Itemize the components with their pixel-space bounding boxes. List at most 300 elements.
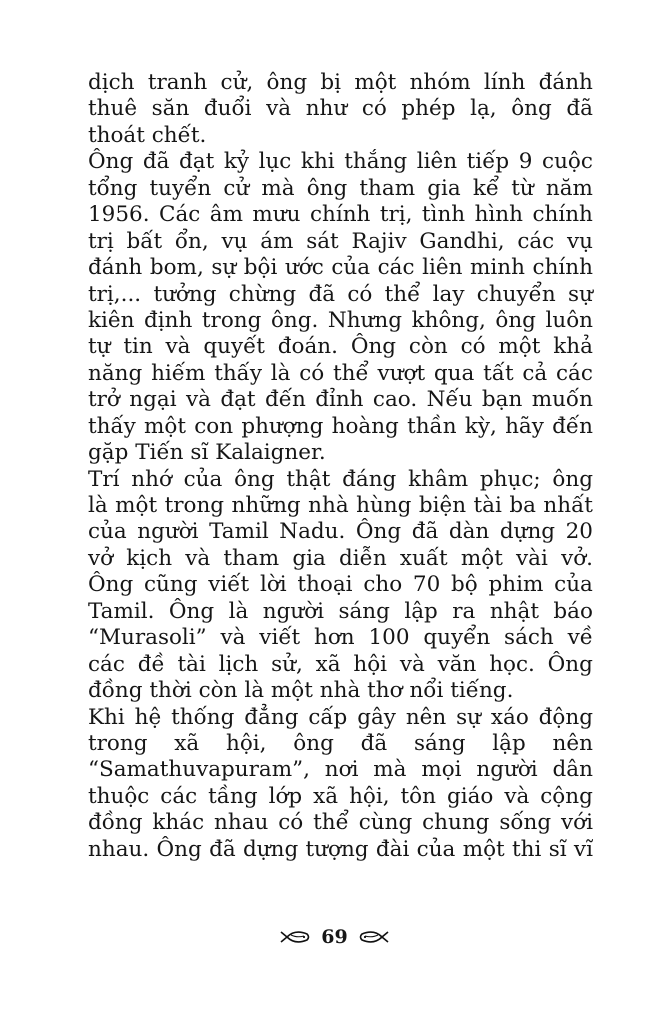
word: ông bbox=[306, 175, 348, 201]
word: dựng bbox=[242, 836, 299, 862]
word: sử, bbox=[271, 651, 303, 677]
word: ngại bbox=[129, 387, 177, 413]
word: với bbox=[561, 810, 593, 836]
word: có bbox=[278, 810, 304, 836]
text-line bbox=[88, 123, 593, 149]
word: bạn bbox=[481, 387, 523, 413]
word: phép bbox=[401, 96, 456, 122]
word: phim bbox=[488, 572, 544, 598]
word: lập bbox=[492, 730, 526, 756]
word: đến bbox=[552, 413, 593, 439]
word: nhất bbox=[543, 493, 593, 518]
word: mưu bbox=[252, 202, 301, 228]
word: cao. bbox=[372, 387, 418, 413]
word: chuyển bbox=[476, 281, 556, 307]
word: sự bbox=[456, 704, 481, 730]
word: Kalaigner. bbox=[215, 440, 326, 466]
word: quyết bbox=[203, 334, 265, 360]
word: văn bbox=[437, 651, 477, 677]
text-line bbox=[88, 678, 593, 704]
word: khi bbox=[300, 149, 335, 175]
word: tưởng bbox=[153, 281, 217, 307]
word: đánh bbox=[88, 255, 143, 281]
word: tất bbox=[483, 360, 514, 386]
text-line bbox=[88, 96, 593, 122]
word: nhau. bbox=[88, 836, 150, 862]
word: và bbox=[185, 545, 211, 571]
word: nhau bbox=[214, 810, 269, 836]
word: qua bbox=[433, 360, 475, 386]
word: một bbox=[144, 413, 187, 439]
word: thật bbox=[286, 466, 331, 492]
word: nên bbox=[405, 704, 447, 730]
word: gia bbox=[292, 545, 326, 571]
word: ổn, bbox=[174, 228, 209, 254]
word: cử bbox=[223, 175, 250, 201]
word: xã bbox=[174, 730, 200, 756]
word: nhà bbox=[308, 493, 349, 518]
word: báo bbox=[553, 598, 593, 624]
text-line bbox=[88, 282, 593, 308]
word: của bbox=[416, 836, 456, 862]
word: sáng bbox=[338, 598, 390, 624]
word: trong bbox=[88, 730, 148, 756]
word: là bbox=[228, 598, 249, 624]
word: các bbox=[517, 228, 555, 254]
word: tượng bbox=[305, 836, 369, 862]
word: gia bbox=[427, 175, 461, 201]
word: thoại bbox=[297, 572, 353, 598]
word: nổi bbox=[409, 678, 444, 704]
word: trong bbox=[164, 493, 225, 518]
word: học. bbox=[489, 651, 535, 677]
word: hãy bbox=[505, 413, 544, 439]
word: trị, bbox=[379, 202, 413, 228]
word: Ông bbox=[168, 598, 215, 624]
text-line bbox=[88, 519, 593, 545]
word: ông bbox=[495, 307, 536, 333]
word: âm bbox=[209, 202, 243, 228]
word: hội, bbox=[226, 730, 267, 756]
word: mà bbox=[373, 757, 407, 783]
word: sách bbox=[504, 625, 554, 651]
text-line bbox=[88, 572, 593, 598]
word: Gandhi, bbox=[419, 228, 505, 254]
word: tiếng. bbox=[450, 678, 514, 704]
word: 20 bbox=[565, 519, 593, 545]
word: bị bbox=[320, 70, 342, 95]
word: đã bbox=[360, 730, 388, 756]
word: nhóm bbox=[409, 70, 471, 95]
word: sĩ bbox=[548, 836, 567, 862]
word: xã bbox=[315, 651, 341, 677]
word: sáng bbox=[414, 730, 466, 756]
word: tài bbox=[473, 493, 502, 518]
word: diễn bbox=[338, 545, 387, 571]
word: và bbox=[266, 96, 292, 122]
word: bộ bbox=[451, 572, 478, 598]
word: kịch bbox=[126, 545, 173, 571]
word: ba bbox=[509, 493, 536, 518]
word: Khi bbox=[88, 704, 125, 730]
word: xuất bbox=[399, 545, 448, 571]
word: vài bbox=[516, 545, 548, 571]
word: Tamil bbox=[209, 519, 269, 545]
word: lớp bbox=[268, 783, 303, 809]
word: đã bbox=[142, 149, 170, 175]
word: thấy bbox=[88, 413, 136, 439]
word: lính bbox=[483, 70, 526, 95]
word: sự bbox=[211, 255, 237, 281]
word: nhà bbox=[319, 678, 361, 704]
word: luôn bbox=[545, 307, 593, 333]
word: khâm bbox=[408, 466, 469, 492]
word: đạt bbox=[220, 387, 256, 413]
page-number: 69 bbox=[321, 926, 348, 948]
word: lục bbox=[258, 149, 292, 175]
word: nhớ bbox=[131, 466, 172, 492]
word: các bbox=[160, 783, 198, 809]
word: trị bbox=[88, 228, 114, 254]
word: Tamil. bbox=[88, 598, 155, 624]
word: săn bbox=[151, 96, 190, 122]
word: về bbox=[567, 625, 593, 651]
word: bội bbox=[243, 255, 278, 281]
word: tình bbox=[421, 202, 466, 228]
word: người bbox=[137, 519, 199, 545]
word: “Samathuvapuram”, bbox=[88, 757, 310, 783]
word: thơ bbox=[367, 678, 403, 704]
word: có bbox=[361, 96, 387, 122]
word: định bbox=[144, 307, 193, 333]
word: một bbox=[460, 545, 503, 571]
word: Ông bbox=[88, 149, 134, 175]
word: chính bbox=[532, 202, 593, 228]
word: ra bbox=[452, 598, 476, 624]
word: dịch bbox=[88, 70, 135, 95]
word: giáo bbox=[446, 783, 494, 809]
word: minh bbox=[470, 255, 525, 281]
word: của bbox=[88, 519, 127, 545]
word: người bbox=[476, 757, 538, 783]
word: cũng bbox=[144, 572, 198, 598]
word: hội, bbox=[349, 783, 390, 809]
word: thần bbox=[407, 413, 457, 439]
word: dân bbox=[552, 757, 593, 783]
word: năng bbox=[88, 360, 143, 386]
word: chừng bbox=[228, 281, 297, 307]
word: của bbox=[331, 255, 371, 281]
word: thấy bbox=[214, 360, 262, 386]
text-line bbox=[88, 202, 593, 228]
word: động bbox=[538, 704, 593, 730]
word: kỷ bbox=[223, 149, 249, 175]
word: đáng bbox=[342, 466, 397, 492]
word: nhật bbox=[489, 598, 539, 624]
word: vụ bbox=[566, 228, 593, 254]
word: ông. bbox=[270, 307, 319, 333]
word: của bbox=[554, 572, 593, 598]
word: quyển bbox=[423, 625, 491, 651]
word: biện bbox=[418, 493, 467, 518]
word: cộng bbox=[540, 783, 593, 809]
word: một bbox=[462, 836, 505, 862]
text-line bbox=[88, 625, 593, 651]
word: Các bbox=[159, 202, 201, 228]
word: chết. bbox=[151, 122, 207, 148]
word: tham bbox=[359, 175, 416, 201]
word: là bbox=[88, 493, 108, 518]
word: năm bbox=[545, 175, 593, 201]
word: tầng bbox=[208, 783, 258, 809]
word: 100 bbox=[368, 625, 410, 651]
word: đồng bbox=[88, 678, 143, 704]
word: tuyển bbox=[149, 175, 212, 201]
word: và bbox=[504, 783, 530, 809]
text-line bbox=[88, 440, 593, 466]
word: đã bbox=[308, 281, 336, 307]
word: hoàng bbox=[331, 413, 399, 439]
word: mọi bbox=[421, 757, 462, 783]
word: còn bbox=[408, 334, 448, 360]
word: ông bbox=[511, 96, 552, 122]
word: từ bbox=[511, 175, 534, 201]
page-body-text bbox=[88, 70, 593, 863]
word: Ông bbox=[350, 334, 397, 360]
word: hình bbox=[474, 202, 523, 228]
word: của bbox=[183, 466, 223, 492]
word: các bbox=[556, 360, 593, 386]
word: ông bbox=[234, 466, 275, 492]
word: thuê bbox=[88, 96, 138, 122]
word: đã bbox=[411, 519, 439, 545]
word: ông bbox=[266, 70, 308, 95]
word: đồng bbox=[88, 810, 143, 836]
word: thể bbox=[384, 281, 421, 307]
word: một bbox=[115, 493, 158, 518]
text-line bbox=[88, 731, 593, 757]
word: một bbox=[354, 70, 397, 95]
word: viết bbox=[259, 625, 301, 651]
word: kỳ, bbox=[464, 413, 497, 439]
word: cử, bbox=[220, 70, 254, 95]
word: đỉnh bbox=[315, 387, 364, 413]
word: Ông bbox=[156, 836, 202, 862]
word: vượt bbox=[377, 360, 426, 386]
right-fish-ornament-icon bbox=[358, 929, 390, 945]
word: Trí bbox=[88, 466, 120, 492]
word: muốn bbox=[531, 387, 593, 413]
word: tổng bbox=[88, 175, 138, 201]
word: phục; bbox=[479, 466, 541, 492]
word: Rajiv bbox=[351, 228, 407, 254]
word: thắng bbox=[344, 149, 408, 175]
text-line bbox=[88, 784, 593, 810]
word: đến bbox=[264, 387, 306, 413]
word: vở. bbox=[561, 545, 593, 571]
word: nên bbox=[552, 730, 593, 756]
word: đẳng bbox=[244, 704, 299, 730]
word: lạ, bbox=[470, 96, 497, 122]
word: và bbox=[220, 625, 246, 651]
text-line bbox=[88, 70, 593, 96]
word: đánh bbox=[538, 70, 593, 95]
word: gặp bbox=[88, 440, 129, 466]
word: lập bbox=[404, 598, 438, 624]
word: trị,... bbox=[88, 281, 142, 307]
word: viết bbox=[208, 572, 250, 598]
word: và bbox=[185, 387, 211, 413]
word: như bbox=[305, 96, 348, 122]
word: bất bbox=[126, 228, 163, 254]
word: các bbox=[377, 255, 415, 281]
word: Nadu. bbox=[279, 519, 346, 545]
word: chính bbox=[309, 202, 371, 228]
word: có bbox=[347, 281, 373, 307]
word: đã bbox=[566, 96, 593, 122]
word: lời bbox=[259, 572, 287, 598]
word: tiếp bbox=[466, 149, 510, 175]
word: có bbox=[460, 334, 486, 360]
text-line bbox=[88, 229, 593, 255]
word: thuộc bbox=[88, 783, 150, 809]
left-fish-ornament-icon bbox=[279, 929, 311, 945]
word: hùng bbox=[356, 493, 412, 518]
word: tin bbox=[123, 334, 153, 360]
word: gây bbox=[357, 704, 396, 730]
word: cấp bbox=[308, 704, 348, 730]
word: 9 bbox=[518, 149, 533, 175]
word: Nếu bbox=[426, 387, 473, 413]
word: và bbox=[165, 334, 191, 360]
word: cho bbox=[363, 572, 403, 598]
word: nơi bbox=[324, 757, 359, 783]
word: còn bbox=[198, 678, 238, 704]
word: thi bbox=[512, 836, 542, 862]
word: chính bbox=[532, 255, 593, 281]
word: Ông bbox=[547, 651, 593, 677]
text-line bbox=[88, 176, 593, 202]
word: một bbox=[270, 678, 313, 704]
word: thoát bbox=[88, 122, 145, 148]
word: một bbox=[498, 334, 541, 360]
word: 70 bbox=[412, 572, 441, 598]
text-line bbox=[88, 837, 593, 863]
word: đã bbox=[209, 836, 236, 862]
text-line bbox=[88, 308, 593, 334]
word: hội bbox=[353, 651, 388, 677]
word: thể bbox=[333, 360, 369, 386]
word: “Murasoli” bbox=[88, 625, 207, 651]
word: khả bbox=[553, 334, 593, 360]
word: không, bbox=[411, 307, 486, 333]
word: mà bbox=[261, 175, 295, 201]
word: tự bbox=[88, 334, 111, 360]
word: đuổi bbox=[203, 96, 252, 122]
text-line bbox=[88, 361, 593, 387]
word: Ông bbox=[88, 572, 134, 598]
word: phượng bbox=[241, 413, 324, 439]
word: trở bbox=[88, 387, 120, 413]
word: xã bbox=[313, 783, 339, 809]
word: đoán. bbox=[277, 334, 338, 360]
word: dựng bbox=[499, 519, 556, 545]
word: dàn bbox=[448, 519, 490, 545]
word: đài bbox=[375, 836, 410, 862]
word: những bbox=[231, 493, 301, 518]
word: kiên bbox=[88, 307, 135, 333]
text-line bbox=[88, 757, 593, 783]
text-line bbox=[88, 467, 593, 493]
page-footer bbox=[0, 926, 669, 948]
word: sát bbox=[306, 228, 339, 254]
word: đề bbox=[137, 651, 165, 677]
word: tài bbox=[177, 651, 206, 677]
word: hơn bbox=[314, 625, 355, 651]
text-line bbox=[88, 493, 593, 519]
word: kể bbox=[472, 175, 500, 201]
word: vĩ bbox=[573, 836, 593, 862]
text-line bbox=[88, 255, 593, 281]
word: là bbox=[270, 360, 291, 386]
word: và bbox=[399, 651, 425, 677]
word: đạt bbox=[179, 149, 215, 175]
text-line bbox=[88, 705, 593, 731]
word: thống bbox=[171, 704, 235, 730]
text-line bbox=[88, 599, 593, 625]
text-line bbox=[88, 546, 593, 572]
word: là bbox=[244, 678, 265, 704]
word: liên bbox=[422, 255, 463, 281]
word: sự bbox=[568, 281, 593, 307]
word: ông bbox=[552, 466, 593, 492]
word: các bbox=[88, 651, 125, 677]
text-line bbox=[88, 652, 593, 678]
word: vở bbox=[88, 545, 114, 571]
text-line bbox=[88, 334, 593, 360]
word: khác bbox=[152, 810, 205, 836]
word: tôn bbox=[400, 783, 436, 809]
text-line bbox=[88, 414, 593, 440]
word: tham bbox=[223, 545, 280, 571]
word: bom, bbox=[149, 255, 204, 281]
word: tranh bbox=[147, 70, 208, 95]
word: 1956. bbox=[88, 202, 150, 228]
word: thể bbox=[313, 810, 349, 836]
word: có bbox=[299, 360, 325, 386]
word: xáo bbox=[490, 704, 529, 730]
word: thời bbox=[149, 678, 192, 704]
word: hiếm bbox=[151, 360, 206, 386]
word: ước bbox=[284, 255, 324, 281]
word: cả bbox=[522, 360, 548, 386]
word: Nhưng bbox=[327, 307, 403, 333]
word: người bbox=[262, 598, 325, 624]
word: lay bbox=[432, 281, 465, 307]
word: lịch bbox=[218, 651, 259, 677]
word: ám bbox=[260, 228, 294, 254]
text-line bbox=[88, 810, 593, 836]
word: Ông bbox=[355, 519, 402, 545]
text-line bbox=[88, 149, 593, 175]
word: cùng bbox=[358, 810, 413, 836]
word: liên bbox=[416, 149, 458, 175]
word: trong bbox=[201, 307, 262, 333]
word: ông bbox=[293, 730, 334, 756]
text-line bbox=[88, 387, 593, 413]
word: chung bbox=[422, 810, 490, 836]
word: cuộc bbox=[542, 149, 593, 175]
